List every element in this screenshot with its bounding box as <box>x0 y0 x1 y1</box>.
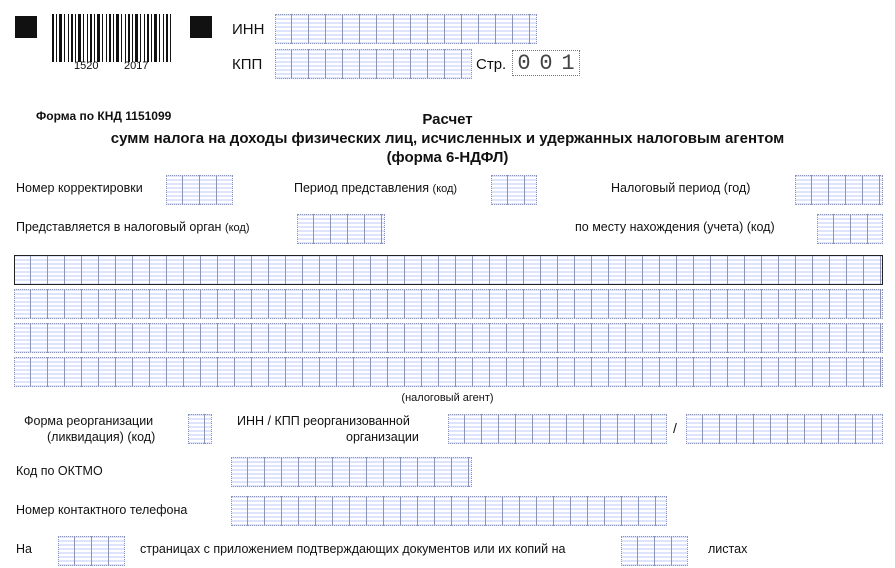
reorg-form-field[interactable] <box>188 414 212 444</box>
reorg-inn-field[interactable] <box>448 414 667 444</box>
sheets-count-field[interactable] <box>621 536 688 566</box>
tax-authority-label <box>16 220 250 234</box>
kpp-field[interactable] <box>275 49 472 79</box>
page-digit: 1 <box>561 50 575 76</box>
tax-agent-name-row-3[interactable] <box>14 323 883 353</box>
page-digit: 0 <box>517 50 531 76</box>
reorg-kpp-field[interactable] <box>686 414 883 444</box>
barcode-number-right: 2017 <box>124 60 149 72</box>
tax-authority-code-suffix: (код) <box>224 222 250 234</box>
kpp-label: КПП <box>232 56 263 73</box>
tax-agent-name-row-2[interactable] <box>14 289 883 319</box>
tax-authority-field[interactable] <box>297 214 385 244</box>
correction-label: Номер корректировки <box>16 181 143 195</box>
inn-field[interactable] <box>275 14 537 44</box>
title-line-1: Расчет <box>422 111 473 128</box>
corner-marker-left <box>15 16 37 38</box>
page-digit: 0 <box>539 50 553 76</box>
period-code-suffix: (код) <box>432 183 458 195</box>
reorg-inn-label-line-1: ИНН / КПП реорганизованной <box>237 414 410 428</box>
period-field[interactable] <box>491 175 537 205</box>
page-label: Стр. <box>476 56 507 73</box>
tax-authority-label-text: Представляется в налоговый орган <box>16 220 222 234</box>
pages-prefix: На <box>16 542 32 556</box>
barcode-icon <box>52 14 172 62</box>
reorg-separator: / <box>673 420 677 436</box>
period-label <box>294 181 457 195</box>
page-number-field <box>512 50 580 76</box>
barcode-number-left: 1520 <box>74 60 99 72</box>
pages-middle-text: страницах с приложением подтверждающих документов или их копий на <box>140 542 566 556</box>
location-field[interactable] <box>817 214 883 244</box>
inn-label: ИНН <box>232 21 265 38</box>
phone-field[interactable] <box>231 496 667 526</box>
knd-code: Форма по КНД 1151099 <box>36 109 172 123</box>
location-label: по месту нахождения (учета) (код) <box>575 220 775 234</box>
corner-marker-right <box>190 16 212 38</box>
tax-period-label: Налоговый период (год) <box>611 181 751 195</box>
oktmo-label: Код по ОКТМО <box>16 464 103 478</box>
title-line-2: сумм налога на доходы физических лиц, исчисленных и удержанных налоговым агентом <box>110 130 785 147</box>
tax-period-field[interactable] <box>795 175 883 205</box>
tax-agent-name-row-1[interactable] <box>14 255 883 285</box>
pages-suffix: листах <box>708 542 748 556</box>
tax-agent-caption: (налоговый агент) <box>401 392 494 404</box>
period-label-text: Период представления <box>294 181 430 195</box>
tax-agent-name-row-4[interactable] <box>14 357 883 387</box>
oktmo-field[interactable] <box>231 457 472 487</box>
reorg-inn-label-line-2: организации <box>346 430 419 444</box>
reorg-form-label-line-2: (ликвидация) (код) <box>47 430 156 444</box>
phone-label: Номер контактного телефона <box>16 503 188 517</box>
title-line-3: (форма 6-НДФЛ) <box>386 149 509 166</box>
correction-field[interactable] <box>166 175 233 205</box>
pages-count-field[interactable] <box>58 536 125 566</box>
reorg-form-label-line-1: Форма реорганизации <box>24 414 154 428</box>
